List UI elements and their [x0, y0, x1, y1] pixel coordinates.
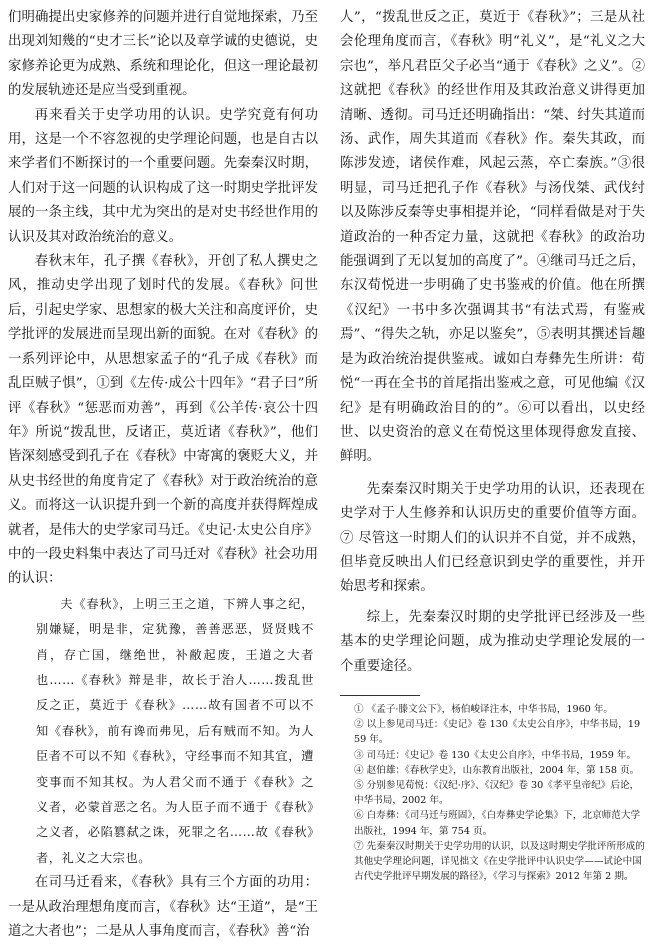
block-quote: 夫《春秋》，上明三王之道，下辨人事之纪，别嫌疑，明是非，定犹豫，善善恶恶，贤贤贱不肖，存亡国，继绝世，补敝起废，王道之大者也……《春秋》辩是非，故长于治人……拨乱世反之正，莫近于《春秋》……故有国者不可以不知《春秋》，前有谗而弗见，后有贼而不知。为人臣者不可以不知《春秋》，守经事而不知其宜，遭变事而不知其权。为人君父而不通于《春秋》之义者，必蒙首恶之名。为人臣子而不通于《春秋》之义者，必陷篡弑之诛，死罪之名……故《春秋》者，礼义之大宗也。	[36, 596, 314, 865]
paragraph: 人”，“拨乱世反之正，莫近于《春秋》”；三是从社会伦理角度而言，《春秋》明“礼义”，是“礼义之大宗也”，举凡君臣父子必当“通于《春秋》之义”。② 这就把《春秋》的经世作用及其政治意义讲得更加清晰、透彻。司马迁还明确指出：“桀、纣失其道而汤、武作，周失其道而《春秋》作。秦失其政，而陈涉发迹，诸侯作难，风起云蒸，卒亡秦族。”③很明显，司马迁把孔子作《春秋》与汤伐桀、武伐纣以及陈涉反秦等史事相提并论，“同样看做是对于失道政治的一种否定力量，这就把《春秋》的政治功能强调到了无以复加的高度了”。④继司马迁之后，东汉荀悦进一步明确了史书鉴戒的价值。他在所撰《汉纪》一书中多次强调其书“有法式焉，有鉴戒焉”、“得失之轨，亦足以鉴矣”，⑤表明其撰述旨趣是为政治统治提供鉴戒。诚如白寿彝先生所讲：荀悦“一再在全书的首尾指出鉴戒之意，可见他编《汉纪》是有明确政治目的的”。⑥可以看出，以史经世、以史资治的意义在荀悦这里体现得愈发直接、鲜明。	[340, 10, 645, 465]
footnotes	[340, 702, 645, 884]
paragraph: 先秦秦汉时期关于史学功用的认识，还表现在史学对于人生修养和认识历史的重要价值等方面。⑦ 尽管这一时期人们的认识并不自觉，并不成熟，但毕竟反映出人们已经意识到史学的重要性，并开始思考和探索。	[340, 481, 645, 595]
footnote-divider	[340, 695, 420, 696]
left-column	[8, 6, 318, 944]
paragraph: 在司马迁看来，《春秋》具有三个方面的功用：一是从政治理想角度而言，《春秋》达“王道”，是“王道之大者也”；二是从人事角度而言，《春秋》善“治	[8, 875, 318, 940]
footnote: ② 以上参见司马迁：《史记》卷 130《太史公自序》，中华书局，1959 年。	[354, 719, 641, 746]
paragraph: 再来看关于史学功用的认识。史学究竟有何功用，这是一个不容忽视的史学理论问题，也是自古以来学者们不断探讨的一个重要问题。先秦秦汉时期，人们对于这一问题的认识构成了这一时期史学批评发展的一条主线，其中尤为突出的是对史书经世作用的认识及其对政治统治的意义。	[8, 107, 318, 245]
footnote: ③ 司马迁：《史记》卷 130《太史公自序》，中华书局，1959 年。	[354, 749, 637, 761]
footnote: ⑦ 先秦秦汉时期关于史学功用的认识，以及这时期史学批评所形成的其他史学理论问题，详见拙文《在史学批评中认识史学——试论中国古代史学批评早期发展的路径》，《学习与探索》2012 年第 2 期。	[354, 840, 645, 883]
footnote: ① 《孟子·滕文公下》，杨伯峻译注本，中华书局，1960 年。	[354, 703, 614, 715]
footnote: ⑥ 白寿彝：《司马迁与班固》，《白寿彝史学论集》下，北京师范大学出版社，1994 年，第 754 页。	[354, 810, 641, 837]
paragraph: 们明确提出史家修养的问题并进行自觉地探索，乃至出现刘知幾的“史才三长”论以及章学诚的史德说，史家修养论更为成熟、系统和理论化，但这一理论最初的发展轨迹还是应当受到重视。	[8, 10, 318, 99]
footnote: ⑤ 分别参见荀悦：《汉纪·序》、《汉纪》卷 30《孝平皇帝纪》后论，中华书局，2002 年。	[354, 779, 640, 807]
paragraph: 春秋末年，孔子撰《春秋》，开创了私人撰史之风，推动史学出现了划时代的发展。《春秋》问世后，引起史学家、思想家的极大关注和高度评价，史学批评的发展进而呈现出新的面貌。在对《春秋》的一系列评论中，从思想家孟子的“孔子成《春秋》而乱臣贼子惧”，①到《左传·成公十四年》“君子曰”所评《春秋》“惩恶而劝善”，再到《公羊传·哀公十四年》所说“拨乱世，反诸正，莫近诸《春秋》”，他们皆深刻感受到孔子在《春秋》中寄寓的褒贬大义，并从史书经世的角度肯定了《春秋》对于政治统治的意义。而将这一认识提升到一个新的高度并获得辉煌成就者，是伟大的史学家司马迁。《史记·太史公自序》中的一段史料集中表达了司马迁对《春秋》社会功用的认识：	[8, 254, 318, 587]
paragraph: 综上，先秦秦汉时期的史学批评已经涉及一些基本的史学理论问题，成为推动史学理论发展的一个重要途径。	[340, 609, 645, 674]
right-column	[340, 6, 645, 884]
footnote: ④ 赵伯雄：《春秋学史》，山东教育出版社，2004 年，第 158 页。	[354, 764, 640, 776]
